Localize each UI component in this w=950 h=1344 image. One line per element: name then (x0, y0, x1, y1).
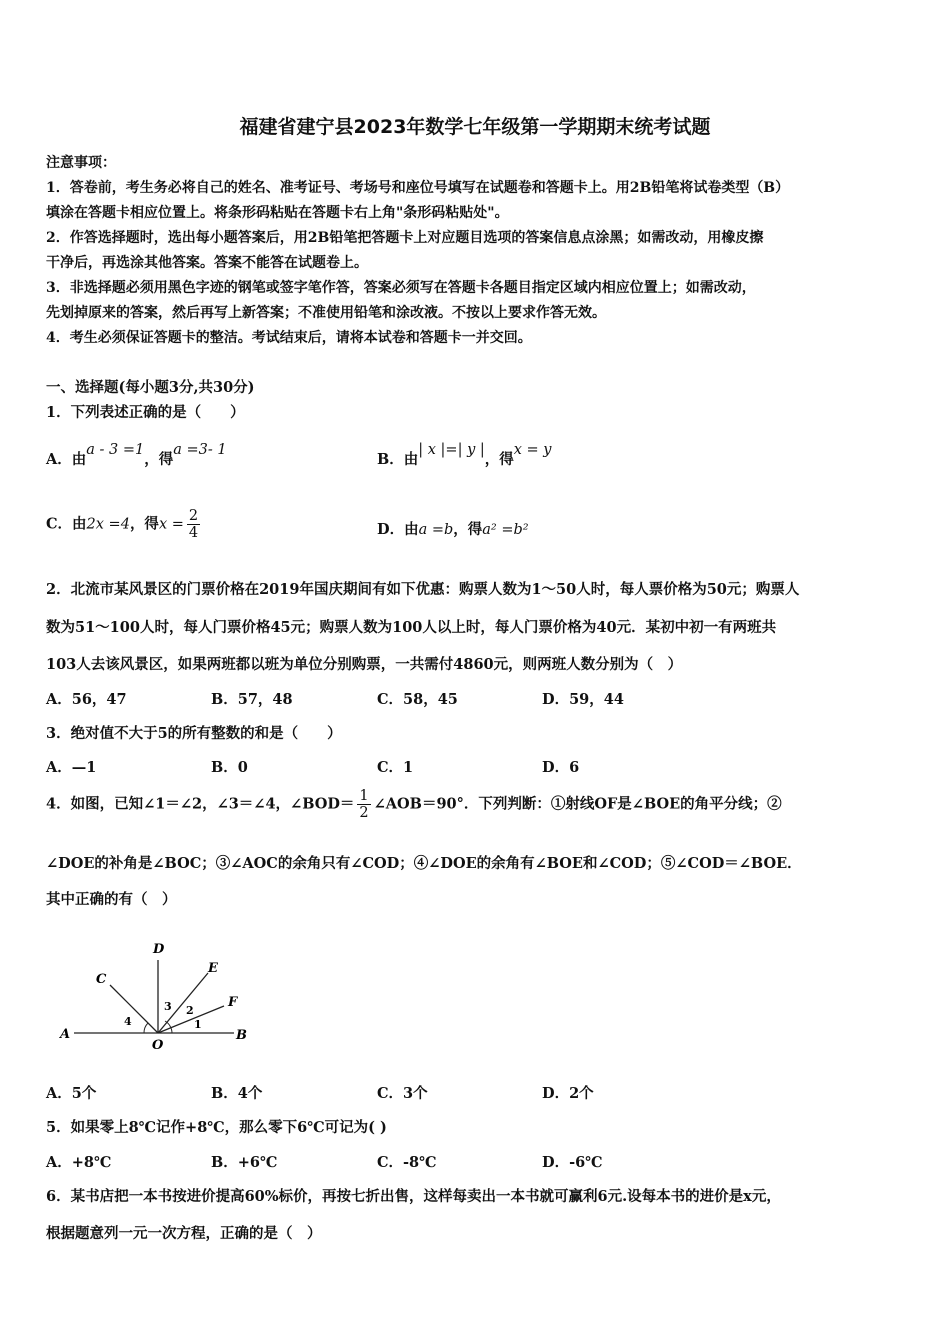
q4-option-c[interactable]: C．3个 (377, 1085, 428, 1102)
math-expr: | x |=| y | (418, 442, 485, 458)
q4-option-a[interactable]: A．5个 (46, 1085, 97, 1102)
option-text: ，得 (453, 521, 483, 538)
q2-stem-line: 103人去该风景区，如果两班都以班为单位分别购票，一共需付4860元，则两班人数分别为（ ） (46, 656, 683, 673)
math-expr: a - 3 =1 (86, 442, 145, 458)
notice-line: 干净后，再选涂其他答案。答案不能答在试题卷上。 (46, 255, 368, 271)
q4-stem-part: ∠AOB＝90°．下列判断：①射线OF是∠BOE的角平分线；② (373, 795, 782, 813)
label-F: F (228, 995, 238, 1010)
q1-option-a[interactable] (46, 442, 227, 469)
math-expr: x = (158, 516, 184, 533)
q5-option-c[interactable]: C．-8℃ (377, 1154, 437, 1171)
label-angle-2: 2 (186, 1004, 194, 1017)
q5-option-a[interactable]: A．+8℃ (46, 1154, 112, 1171)
q4-option-b[interactable]: B．4个 (211, 1085, 263, 1102)
q5-option-b[interactable]: B．+6℃ (211, 1154, 278, 1171)
angle-arc-4 (144, 1023, 148, 1033)
math-expr: a =3- 1 (173, 442, 227, 458)
fraction-denominator: 4 (188, 525, 199, 541)
q1-option-d[interactable] (377, 518, 529, 539)
notice-line: 1．答卷前，考生务必将自己的姓名、准考证号、考场号和座位号填写在试题卷和答题卡上。用2B铅笔将试卷类型（B） (46, 180, 790, 196)
q5-stem: 5．如果零上8℃记作+8℃，那么零下6℃可记为( ) (46, 1119, 387, 1136)
label-E: E (208, 961, 218, 976)
option-label: D．由 (377, 521, 419, 538)
q2-stem-line: 2．北流市某风景区的门票价格在2019年国庆期间有如下优惠：购票人数为1～50人时，每人票价格为50元；购票人 (46, 581, 800, 598)
option-text: ，得 (129, 515, 159, 533)
q2-option-d[interactable]: D．59，44 (542, 691, 624, 708)
fraction (357, 788, 370, 821)
q4-stem-line: ∠DOE的补角是∠BOC；③∠AOC的余角只有∠COD；④∠DOE的余角有∠BOE和∠COD；⑤∠COD＝∠BOE． (46, 855, 802, 872)
q4-stem-line: 其中正确的有（ ） (46, 891, 177, 908)
q4-option-d[interactable]: D．2个 (542, 1085, 594, 1102)
angle-figure (52, 930, 274, 1055)
label-angle-3: 3 (164, 1000, 172, 1013)
q2-option-b[interactable]: B．57，48 (211, 691, 293, 708)
q2-option-a[interactable]: A．56，47 (46, 691, 127, 708)
q4-stem-line (46, 788, 782, 821)
q6-stem-line: 6．某书店把一本书按进价提高60%标价，再按七折出售，这样每卖出一本书就可赢利6元.设每本书的进价是x元， (46, 1188, 781, 1205)
q3-option-b[interactable]: B．0 (211, 759, 248, 776)
label-B: B (236, 1028, 247, 1043)
q3-option-a[interactable]: A．—1 (46, 759, 97, 776)
q1-stem: 1．下列表述正确的是（ ） (46, 404, 245, 421)
q1-option-c[interactable] (46, 508, 203, 541)
label-angle-1: 1 (194, 1018, 202, 1031)
math-expr: x = y (513, 442, 552, 458)
fraction-numerator: 1 (359, 788, 369, 804)
notice-line: 2．作答选择题时，选出每小题答案后，用2B铅笔把答题卡上对应题目选项的答案信息点涂黑；如需改动，用橡皮擦 (46, 230, 764, 246)
q3-option-c[interactable]: C．1 (377, 759, 414, 776)
math-expr: a =b (418, 522, 454, 538)
notice-line: 填涂在答题卡相应位置上。将条形码粘贴在答题卡右上角"条形码粘贴处"。 (46, 205, 509, 221)
label-C: C (96, 972, 107, 987)
q6-stem-line: 根据题意列一元一次方程，正确的是（ ） (46, 1225, 322, 1242)
option-text: ，得 (484, 451, 514, 468)
label-A: A (60, 1027, 71, 1042)
notice-line: 3．非选择题必须用黑色字迹的钢笔或签字笔作答，答案必须写在答题卡各题目指定区域内相应位置上；如需改动， (46, 280, 756, 296)
q3-stem: 3．绝对值不大于5的所有整数的和是（ ） (46, 725, 342, 742)
math-expr: 2x =4 (86, 516, 130, 533)
ray-OC (110, 985, 158, 1033)
notice-heading: 注意事项： (46, 155, 116, 171)
fraction-numerator: 2 (188, 508, 199, 524)
math-expr: a² =b² (482, 522, 529, 538)
option-label: A．由 (46, 451, 87, 468)
fraction (187, 508, 200, 541)
label-O: O (152, 1038, 164, 1053)
option-text: ，得 (144, 451, 174, 468)
q3-option-d[interactable]: D．6 (542, 759, 580, 776)
q4-stem-part: 4．如图，已知∠1＝∠2，∠3＝∠4，∠BOD＝ (46, 795, 355, 813)
label-D: D (153, 942, 165, 957)
fraction-denominator: 2 (359, 805, 369, 821)
notice-line: 4．考生必须保证答题卡的整洁。考试结束后，请将本试卷和答题卡一并交回。 (46, 330, 532, 346)
q2-stem-line: 数为51～100人时，每人门票价格45元；购票人数为100人以上时，每人门票价格为40元．某初中初一有两班共 (46, 619, 777, 636)
q2-option-c[interactable]: C．58，45 (377, 691, 458, 708)
q1-option-b[interactable] (377, 442, 552, 469)
option-label: B．由 (377, 451, 419, 468)
option-label: C．由 (46, 515, 87, 533)
label-angle-4: 4 (124, 1015, 132, 1028)
page-title: 福建省建宁县2023年数学七年级第一学期期末统考试题 (239, 116, 711, 138)
notice-line: 先划掉原来的答案，然后再写上新答案；不准使用铅笔和涂改液。不按以上要求作答无效。 (46, 305, 606, 321)
q5-option-d[interactable]: D．-6℃ (542, 1154, 603, 1171)
section-heading: 一、选择题(每小题3分,共30分) (46, 379, 255, 396)
